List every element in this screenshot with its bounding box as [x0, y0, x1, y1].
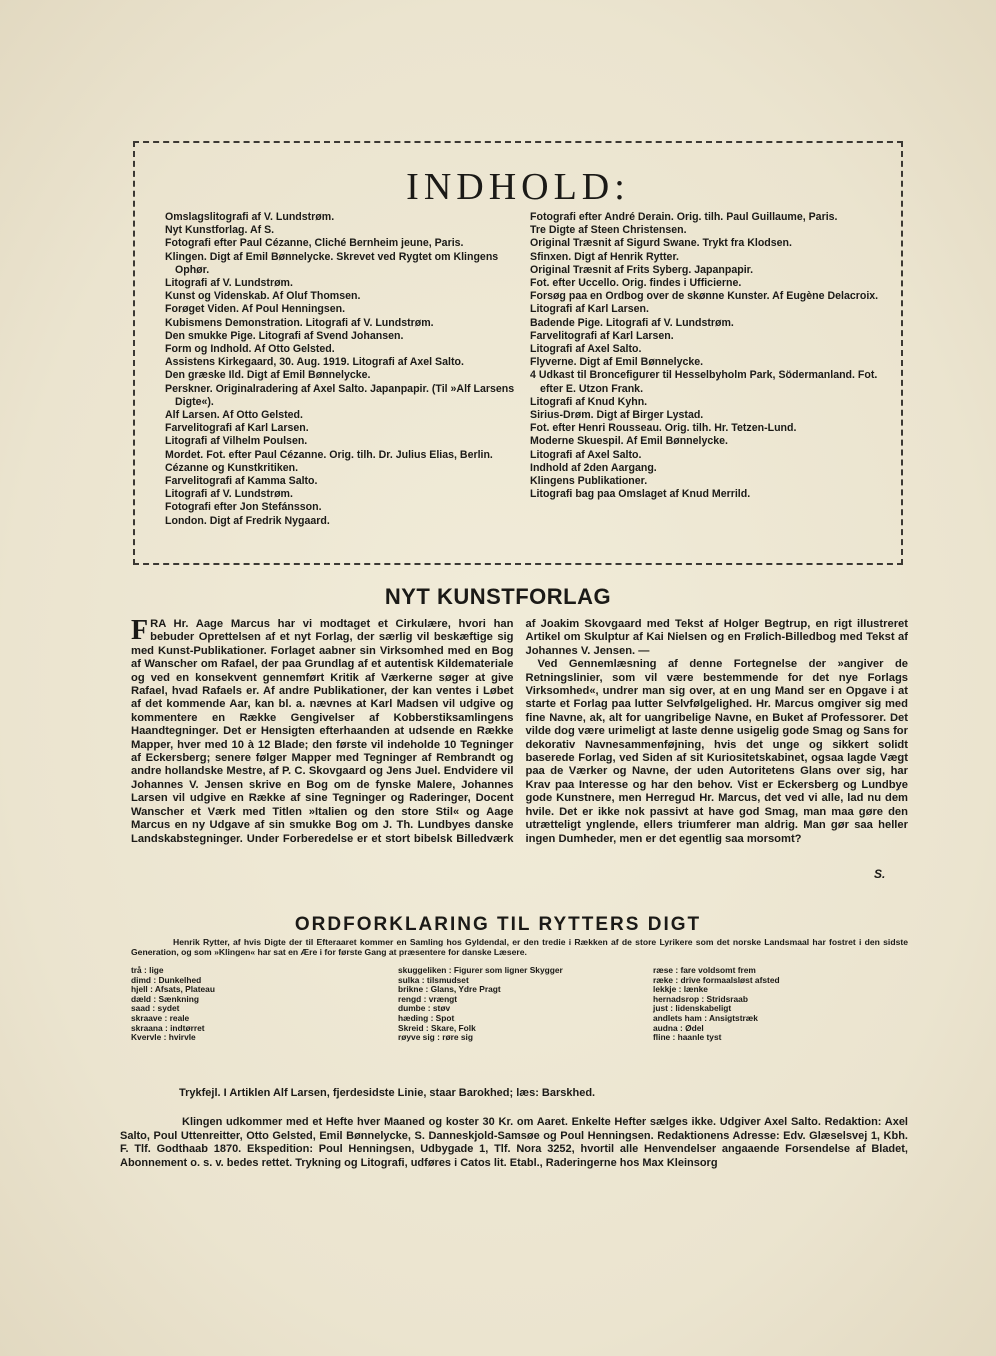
- list-item: Tre Digte af Steen Christensen.: [530, 224, 687, 237]
- list-item: sulka : tilsmudset: [398, 974, 469, 985]
- list-item: Litografi af V. Lundstrøm.: [165, 488, 293, 501]
- list-item: Farvelitografi af Karl Larsen.: [165, 422, 309, 435]
- list-item: ræke : drive formaalsløst afsted: [653, 974, 780, 985]
- glossary-column-1: [131, 966, 391, 1043]
- list-item: Badende Pige. Litografi af V. Lundstrøm.: [530, 316, 734, 329]
- article-signature: S.: [874, 867, 886, 881]
- list-item: Skreid : Skare, Folk: [398, 1022, 476, 1033]
- list-item: hæding : Spot: [398, 1012, 455, 1023]
- article-title: NYT KUNSTFORLAG: [384, 584, 612, 609]
- erratum-note: Trykfejl. I Artiklen Alf Larsen, fjerdesidste Linie, staar Barokhed; læs: Barskhed.: [179, 1087, 596, 1099]
- list-item: Forøget Viden. Af Poul Henningsen.: [165, 303, 346, 316]
- list-item: skuggeliken : Figurer som ligner Skygger: [398, 965, 563, 975]
- list-item: Fotografi efter Paul Cézanne, Cliché Bernheim jeune, Paris.: [165, 237, 464, 250]
- list-item: Kvervle : hvirvle: [131, 1032, 196, 1043]
- list-item: Kunst og Videnskab. Af Oluf Thomsen.: [165, 290, 361, 303]
- list-item: fline : haanle tyst: [653, 1032, 722, 1043]
- list-item: Mordet. Fot. efter Paul Cézanne. Orig. tilh. Dr. Julius Elias, Berlin.: [165, 448, 493, 461]
- list-item: 4 Udkast til Broncefigurer til Hesselbyholm Park, Södermanland. Fot. efter E. Utzon Frank.: [530, 369, 878, 395]
- list-item: Alf Larsen. Af Otto Gelsted.: [165, 409, 303, 422]
- list-item: just : lidenskabeligt: [653, 1003, 732, 1014]
- list-item: Moderne Skuespil. Af Emil Bønnelycke.: [530, 435, 728, 448]
- list-item: dæld : Sænkning: [131, 993, 199, 1004]
- list-item: Klingen. Digt af Emil Bønnelycke. Skrevet ved Rygtet om Klingens Ophør.: [165, 250, 499, 276]
- list-item: Klingens Publikationer.: [530, 475, 648, 488]
- list-item: Farvelitografi af Karl Larsen.: [530, 329, 674, 342]
- list-item: røyve sig : røre sig: [398, 1032, 473, 1043]
- contents-title: INDHOLD:: [406, 166, 630, 208]
- list-item: Perskner. Originalradering af Axel Salto. Japanpapir. (Til »Alf Larsens Digte«).: [165, 382, 515, 408]
- list-item: hernadsrop : Stridsraab: [653, 993, 748, 1004]
- list-item: Litografi bag paa Omslaget af Knud Merrild.: [530, 488, 751, 501]
- list-item: dumbe : støv: [398, 1003, 451, 1014]
- list-item: Nyt Kunstforlag. Af S.: [165, 224, 275, 237]
- article-body: [131, 615, 908, 888]
- article-paragraph-2: Ved Gennemlæsning af denne Fortegnelse der »angiver de Retningslinier, som vil være bestemmende for det nye Forlags Virksomhed«, undrer man sig over, at en ung Mand ser en Opgave i at starte et Forlag paa lutter Selvfølgelighed. Hr. Marcus omgiver sig med fine Navne, ak, alt for uangribelige Navne, en Buket af Professorer. Det vilde dog være urimeligt at laste denne usigelig gode Smag og Sans for dekorativ Navnesammenføjning, hvis det unge og sikkert solidt baserede Forlag, ved Siden af sit Kuriositetskabinet, ogsaa lagde Vægt paa de Værker og Navne, der uden Autoritetens Glans over sig, har Krav paa Interesse og har den behov. Vist er Eckersberg og Lundbye gode Kunstnere, men Herregud Hr. Marcus, det ved vi alle, lad nu dem hvile. Det er ikke nok passivt at have god Smag, man maa gøre den utrætteligt ynglende, ellers triumferer man aldrig. Man gør saa heller ingen Dumheder, men er det egentlig saa morsomt?: [525, 658, 908, 845]
- list-item: Litografi af Knud Kyhn.: [530, 395, 648, 408]
- list-item: ræse : fare voldsomt frem: [653, 965, 756, 975]
- list-item: skraave : reale: [131, 1012, 190, 1023]
- list-item: Fotografi efter André Derain. Orig. tilh. Paul Guillaume, Paris.: [530, 211, 838, 223]
- list-item: Assistens Kirkegaard, 30. Aug. 1919. Litografi af Axel Salto.: [165, 356, 464, 369]
- list-item: Cézanne og Kunstkritiken.: [165, 461, 299, 474]
- contents-left-column: [165, 211, 525, 528]
- glossary-column-3: [653, 966, 908, 1043]
- list-item: Forsøg paa en Ordbog over de skønne Kunster. Af Eugène Delacroix.: [530, 290, 879, 303]
- list-item: Litografi af V. Lundstrøm.: [165, 277, 293, 290]
- publication-info: Klingen udkommer med et Hefte hver Maaned og koster 30 Kr. om Aaret. Enkelte Hefter sælges ikke. Udgiver Axel Salto. Redaktion: Axel Salto, Poul Uttenreitter, Otto Gelsted, Emil Bønnelycke, S. Danneskjold-Samsøe og Poul Henningsen. Redaktionens Adresse: Edv. Glæselsvej 1, Kbh. F. Tlf. Godthaab 1870. Ekspedition: Poul Henningsen, Udbygade 1, Tlf. Nora 3252, hvortil alle Henvendelser angaaende Forsendelse af Bladet, Abonnement o. s. v. bedes rettet. Trykning og Litografi, udføres i Catos lit. Etabl., Raderingerne hos Max Kleinsorg: [120, 1116, 908, 1169]
- list-item: Den græske Ild. Digt af Emil Bønnelycke.: [165, 369, 371, 382]
- list-item: Den smukke Pige. Litografi af Svend Johansen.: [165, 329, 404, 342]
- list-item: trå : lige: [131, 965, 164, 975]
- list-item: Litografi af Axel Salto.: [530, 448, 642, 461]
- list-item: Kubismens Demonstration. Litografi af V. Lundstrøm.: [165, 316, 434, 329]
- list-item: Litografi af Vilhelm Poulsen.: [165, 435, 308, 448]
- list-item: lekkje : lænke: [653, 984, 708, 995]
- list-item: audna : Ødel: [653, 1022, 704, 1033]
- list-item: rengd : vrængt: [398, 993, 458, 1004]
- list-item: Fot. efter Uccello. Orig. findes i Ufficierne.: [530, 277, 742, 290]
- list-item: andlets ham : Ansigtstræk: [653, 1012, 758, 1023]
- glossary-intro: Henrik Rytter, af hvis Digte der til Efteraaret kommer en Samling hos Gyldendal, er den tredie i Rækken af de store Lyrikere som det norske Landsmaal har fostret i den sidste Generation, og som »Klingen« har sat en Ære i for første Gang at præsentere for danske Læsere.: [131, 937, 908, 957]
- list-item: Omslagslitografi af V. Lundstrøm.: [165, 211, 335, 223]
- list-item: skraana : indtørret: [131, 1022, 205, 1033]
- list-item: hjell : Afsats, Plateau: [131, 984, 215, 995]
- contents-box: [133, 141, 903, 565]
- list-item: Sirius-Drøm. Digt af Birger Lystad.: [530, 409, 704, 422]
- list-item: Sfinxen. Digt af Henrik Rytter.: [530, 250, 679, 263]
- list-item: Original Træsnit af Frits Syberg. Japanpapir.: [530, 263, 754, 276]
- list-item: Fotografi efter Jon Stefánsson.: [165, 501, 322, 514]
- list-item: Fot. efter Henri Rousseau. Orig. tilh. Hr. Tetzen-Lund.: [530, 422, 797, 435]
- list-item: London. Digt af Fredrik Nygaard.: [165, 514, 330, 527]
- list-item: saad : sydet: [131, 1003, 180, 1014]
- drop-cap: F: [131, 615, 149, 646]
- glossary-column-2: [398, 966, 648, 1043]
- list-item: Original Træsnit af Sigurd Swane. Trykt fra Klodsen.: [530, 237, 792, 250]
- contents-right-column: [530, 211, 885, 501]
- list-item: Flyverne. Digt af Emil Bønnelycke.: [530, 356, 704, 369]
- list-item: Litografi af Axel Salto.: [530, 343, 642, 356]
- list-item: Farvelitografi af Kamma Salto.: [165, 475, 318, 488]
- glossary-title: ORDFORKLARING TIL RYTTERS DIGT: [294, 914, 702, 935]
- list-item: Indhold af 2den Aargang.: [530, 461, 657, 474]
- list-item: Form og Indhold. Af Otto Gelsted.: [165, 343, 335, 356]
- list-item: Litografi af Karl Larsen.: [530, 303, 649, 316]
- list-item: dimd : Dunkelhed: [131, 974, 202, 985]
- article-paragraph-1-text: RA Hr. Aage Marcus har vi modtaget et Cirkulære, hvori han bebuder Oprettelsen af et nyt Forlag, der særlig vil beskæftige sig med Kunst-Publikationer. Forlaget aabner sin Virksomhed med en Bog af Wanscher om Rafael, der paa Grundlag af et autentisk Kildemateriale og ved en konsekvent gennemført Kritik af Værkerne søger at give Rafael, hvad Rafaels er. Af andre Publikationer, der kan ventes i Løbet af det kommende Aar, kan bl. a. nævnes at Karl Madsen vil udgive og kommentere en Række Gengivelser af Kobberstiksamlingens Haandtegninger. Det er Hensigten efterhaanden at udsende en Række Mapper, hver med 10 à 12 Blade; den første vil indeholde 10 Tegninger af Eckersberg; senere følger Mapper med Tegninger af Rembrandt og andre hollandske Mestre, af P. C. Skovgaard og Jens Juel. Endvidere vil Johannes V. Jensen skrive en Bog om de fynske Malere, Johannes Larsen vil udgive en Række af sine Tegninger og Raderinger, Docent Wanscher et Værk med Titlen »Italien og den store Stil« og Aage Marcus en ny Udgave af sin smukke Bog om J. Th. Lundbyes danske Landskabstegninger. Under Forberedelse er et stort bibelsk Billedværk af Joakim Skovgaard med Tekst af Holger Begtrup, en rigt illustreret Artikel om Skulptur af Kai Nielsen og en Frølich-Billedbog med Tekst af Johannes V. Jensen. —: [131, 618, 908, 845]
- list-item: brikne : Glans, Ydre Pragt: [398, 984, 501, 995]
